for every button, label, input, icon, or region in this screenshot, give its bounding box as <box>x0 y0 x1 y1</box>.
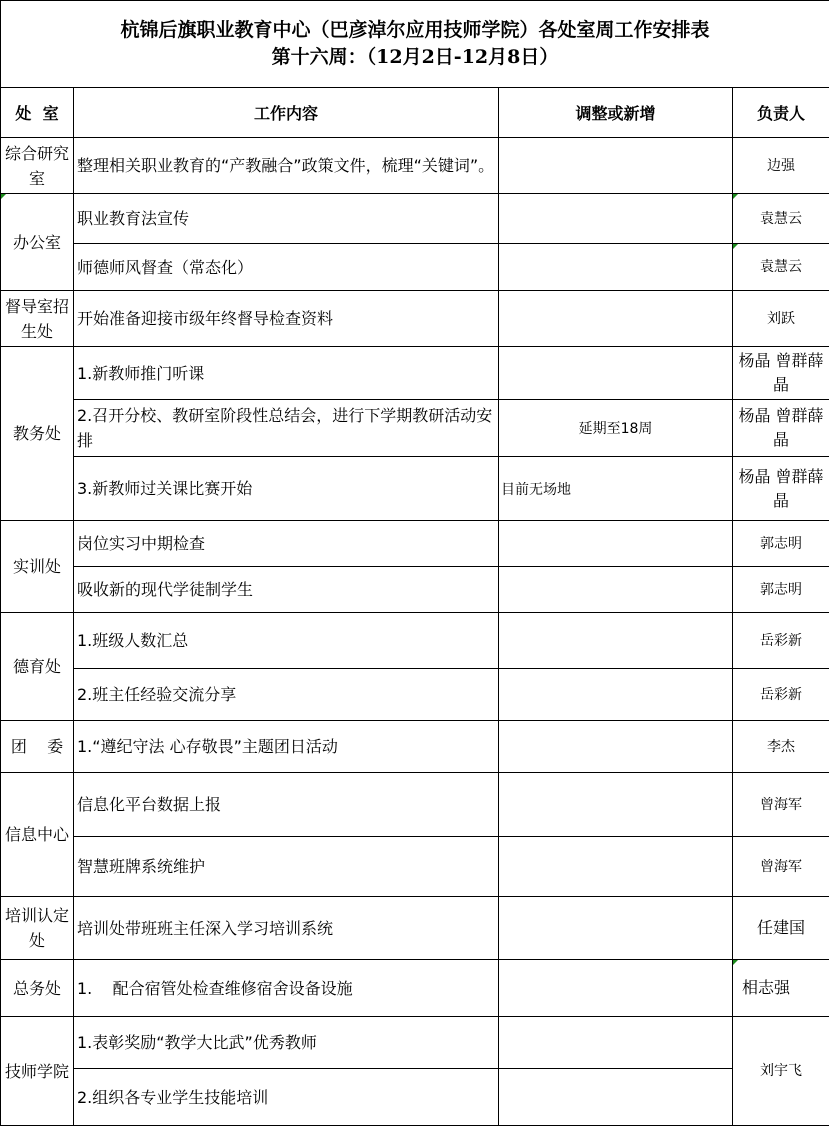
adjust-cell <box>499 1069 733 1126</box>
header-dept: 处 室 <box>1 88 74 138</box>
content-cell: 3.新教师过关课比赛开始 <box>74 457 499 521</box>
adjust-cell <box>499 773 733 837</box>
content-cell: 1.“遵纪守法 心存敬畏”主题团日活动 <box>74 721 499 773</box>
adjust-cell <box>499 244 733 291</box>
person-cell: 袁慧云 <box>733 244 829 291</box>
title-line-1: 杭锦后旗职业教育中心（巴彦淖尔应用技师学院）各处室周工作安排表 <box>120 19 710 41</box>
person-cell: 岳彩新 <box>733 613 829 669</box>
content-cell: 培训处带班班主任深入学习培训系统 <box>74 897 499 960</box>
table-row <box>1 194 829 244</box>
adjust-cell <box>499 1017 733 1069</box>
adjust-cell <box>499 897 733 960</box>
content-cell: 师德师风督查（常态化） <box>74 244 499 291</box>
dept-cell: 信息中心 <box>1 773 74 897</box>
content-cell: 岗位实习中期检查 <box>74 521 499 567</box>
content-cell: 1.班级人数汇总 <box>74 613 499 669</box>
table-row <box>1 567 829 613</box>
table-row <box>1 521 829 567</box>
table-row <box>1 721 829 773</box>
header-adjust: 调整或新增 <box>499 88 733 138</box>
person-cell: 郭志明 <box>733 567 829 613</box>
table-row <box>1 1017 829 1069</box>
header-person: 负责人 <box>733 88 829 138</box>
dept-cell: 技师学院 <box>1 1017 74 1126</box>
table-row <box>1 347 829 400</box>
person-cell: 曾海军 <box>733 837 829 897</box>
header-content: 工作内容 <box>74 88 499 138</box>
table-row <box>1 960 829 1017</box>
table-title <box>1 1 829 88</box>
table-row <box>1 837 829 897</box>
dept-cell: 办公室 <box>1 194 74 291</box>
content-cell: 1. 配合宿管处检查维修宿舍设备设施 <box>74 960 499 1017</box>
content-cell: 2.召开分校、教研室阶段性总结会，进行下学期教研活动安排 <box>74 400 499 457</box>
adjust-cell <box>499 138 733 194</box>
person-cell: 杨晶 曾群薛晶 <box>733 400 829 457</box>
adjust-cell <box>499 721 733 773</box>
person-cell: 岳彩新 <box>733 669 829 721</box>
person-cell: 刘宇飞 <box>733 1017 829 1126</box>
adjust-cell <box>499 669 733 721</box>
content-cell: 2.组织各专业学生技能培训 <box>74 1069 499 1126</box>
table-row <box>1 773 829 837</box>
table-row <box>1 613 829 669</box>
person-cell: 杨晶 曾群薛晶 <box>733 457 829 521</box>
adjust-cell <box>499 960 733 1017</box>
person-cell: 袁慧云 <box>733 194 829 244</box>
content-cell: 2.班主任经验交流分享 <box>74 669 499 721</box>
table-row <box>1 138 829 194</box>
adjust-cell <box>499 613 733 669</box>
person-cell: 任建国 <box>733 897 829 960</box>
table-row <box>1 897 829 960</box>
adjust-cell: 延期至18周 <box>499 400 733 457</box>
adjust-cell <box>499 837 733 897</box>
table-row <box>1 291 829 347</box>
content-cell: 整理相关职业教育的“产教融合”政策文件，梳理“关键词”。 <box>74 138 499 194</box>
dept-cell: 综合研究室 <box>1 138 74 194</box>
table-row <box>1 669 829 721</box>
dept-cell: 督导室招生处 <box>1 291 74 347</box>
adjust-cell <box>499 521 733 567</box>
adjust-cell <box>499 291 733 347</box>
person-cell: 杨晶 曾群薛晶 <box>733 347 829 400</box>
person-cell: 边强 <box>733 138 829 194</box>
adjust-cell: 目前无场地 <box>499 457 733 521</box>
dept-cell: 德育处 <box>1 613 74 721</box>
adjust-cell <box>499 194 733 244</box>
table-row <box>1 1069 829 1126</box>
dept-cell: 团 委 <box>1 721 74 773</box>
person-cell: 曾海军 <box>733 773 829 837</box>
person-cell: 李杰 <box>733 721 829 773</box>
table-row <box>1 457 829 521</box>
content-cell: 开始准备迎接市级年终督导检查资料 <box>74 291 499 347</box>
person-cell: 刘跃 <box>733 291 829 347</box>
dept-cell: 培训认定处 <box>1 897 74 960</box>
content-cell: 1.新教师推门听课 <box>74 347 499 400</box>
content-cell: 1.表彰奖励“教学大比武”优秀教师 <box>74 1017 499 1069</box>
table-row <box>1 400 829 457</box>
person-cell: 相志强 <box>733 960 829 1017</box>
dept-cell: 教务处 <box>1 347 74 521</box>
table-row <box>1 244 829 291</box>
adjust-cell <box>499 567 733 613</box>
title-line-2: 第十六周：（12月2日-12月8日） <box>271 46 559 68</box>
dept-cell: 实训处 <box>1 521 74 613</box>
person-cell: 郭志明 <box>733 521 829 567</box>
dept-cell: 总务处 <box>1 960 74 1017</box>
content-cell: 吸收新的现代学徒制学生 <box>74 567 499 613</box>
content-cell: 智慧班牌系统维护 <box>74 837 499 897</box>
content-cell: 信息化平台数据上报 <box>74 773 499 837</box>
content-cell: 职业教育法宣传 <box>74 194 499 244</box>
adjust-cell <box>499 347 733 400</box>
